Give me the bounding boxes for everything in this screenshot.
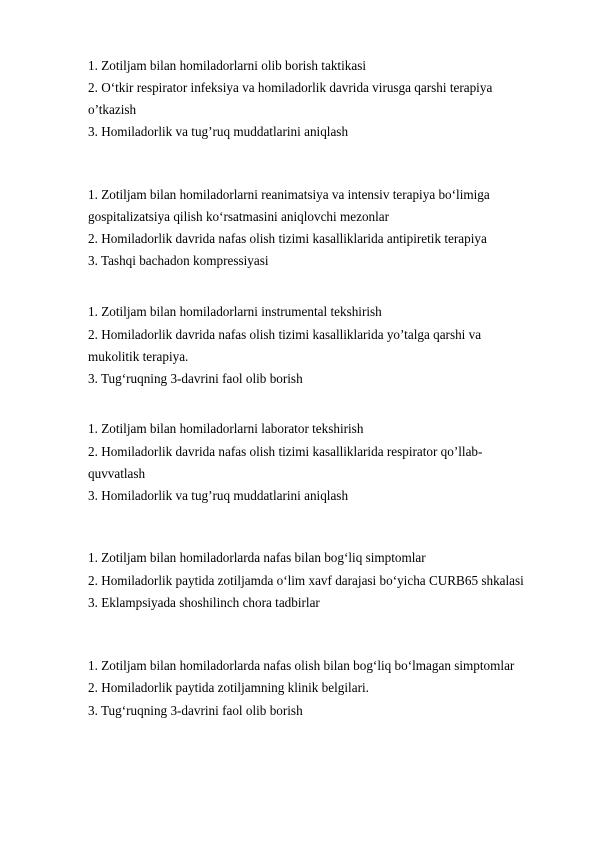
block-6-line-2: 2. Homiladorlik paytida zotiljamning klinik belgilari. (88, 680, 369, 695)
block-1-line-1: 1. Zotiljam bilan homiladorlarni olib borish taktikasi (88, 58, 366, 73)
block-2-line-3: 2. Homiladorlik davrida nafas olish tizimi kasalliklarida antipiretik terapiya (88, 231, 487, 246)
block-3-line-4: 3. Tug‘ruqning 3-davrini faol olib borish (88, 371, 303, 386)
block-4-line-3: quvvatlash (88, 466, 146, 481)
block-2-line-1: 1. Zotiljam bilan homiladorlarni reanimatsiya va intensiv terapiya bo‘limiga (88, 187, 490, 202)
block-6-line-1: 1. Zotiljam bilan homiladorlarda nafas olish bilan bog‘liq bo‘lmagan simptomlar (88, 658, 515, 673)
block-3-line-3: mukolitik terapiya. (88, 349, 189, 364)
block-1-line-2: 2. O‘tkir respirator infeksiya va homiladorlik davrida virusga qarshi terapiya (88, 80, 493, 95)
block-5-line-1: 1. Zotiljam bilan homiladorlarda nafas bilan bog‘liq simptomlar (88, 550, 426, 565)
block-5-line-2: 2. Homiladorlik paytida zotiljamda o‘lim xavf darajasi bo‘yicha CURB65 shkalasi (88, 573, 524, 588)
block-1-line-3: o’tkazish (88, 102, 137, 117)
block-4-line-2: 2. Homiladorlik davrida nafas olish tizimi kasalliklarida respirator qo’llab- (88, 444, 483, 459)
block-3-line-2: 2. Homiladorlik davrida nafas olish tizimi kasalliklarida yo’talga qarshi va (88, 327, 482, 342)
block-6-line-3: 3. Tug‘ruqning 3-davrini faol olib borish (88, 703, 303, 718)
block-2-line-2: gospitalizatsiya qilish ko‘rsatmasini aniqlovchi mezonlar (88, 209, 390, 224)
block-3-line-1: 1. Zotiljam bilan homiladorlarni instrumental tekshirish (88, 304, 382, 319)
block-1-line-4: 3. Homiladorlik va tug’ruq muddatlarini aniqlash (88, 124, 349, 139)
block-5-line-3: 3. Eklampsiyada shoshilinch chora tadbirlar (88, 595, 320, 610)
block-4-line-4: 3. Homiladorlik va tug’ruq muddatlarini aniqlash (88, 488, 349, 503)
block-2-line-4: 3. Tashqi bachadon kompressiyasi (88, 253, 269, 268)
block-4-line-1: 1. Zotiljam bilan homiladorlarni laborator tekshirish (88, 421, 364, 436)
